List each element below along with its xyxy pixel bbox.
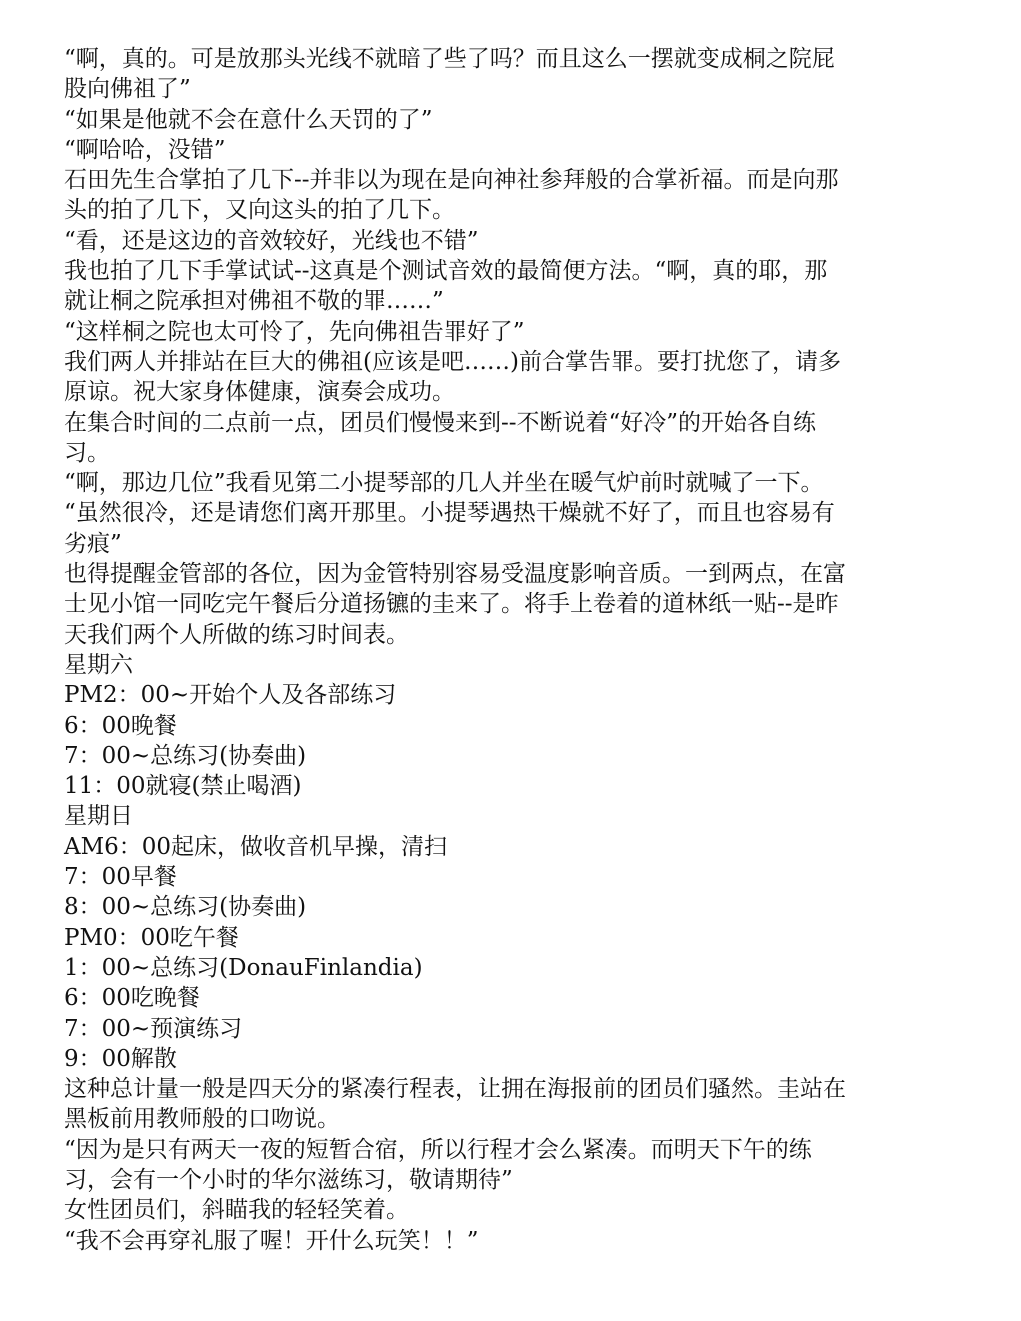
text-line: 我也拍了几下手掌试试--这真是个测试音效的最简便方法。“啊，真的耶，那 xyxy=(64,258,828,285)
schedule-item: 6：00晚餐 xyxy=(64,712,177,739)
schedule-item: 7：00~预演练习 xyxy=(64,1015,243,1042)
text-line: “这样桐之院也太可怜了，先向佛祖告罪好了” xyxy=(64,318,525,345)
text-line: “啊，那边几位”我看见第二小提琴部的几人并坐在暖气炉前时就喊了一下。 xyxy=(64,470,824,497)
text-line: “看，还是这边的音效较好，光线也不错” xyxy=(64,227,479,254)
schedule-item: 11：00就寝(禁止喝酒) xyxy=(64,773,302,800)
text-line: “啊哈哈，没错” xyxy=(64,136,226,163)
document-page xyxy=(64,44,956,1256)
text-line: 习。 xyxy=(64,439,110,466)
text-line: “我不会再穿礼服了喔！开什么玩笑！！” xyxy=(64,1227,479,1254)
text-line: 我们两人并排站在巨大的佛祖(应该是吧……)前合掌告罪。要打扰您了，请多 xyxy=(64,348,841,375)
text-line: 就让桐之院承担对佛祖不敬的罪……” xyxy=(64,288,444,315)
text-line: 石田先生合掌拍了几下--并非以为现在是向神社参拜般的合掌祈福。而是向那 xyxy=(64,167,839,194)
schedule-item: 7：00~总练习(协奏曲) xyxy=(64,742,307,769)
text-line: 头的拍了几下，又向这头的拍了几下。 xyxy=(64,197,455,224)
text-line: 劣痕” xyxy=(64,530,122,557)
schedule-day-heading: 星期日 xyxy=(64,803,133,830)
text-line: “虽然很冷，还是请您们离开那里。小提琴遇热干燥就不好了，而且也容易有 xyxy=(64,500,835,527)
schedule-day-heading: 星期六 xyxy=(64,651,133,678)
text-line: 士见小馆一同吃完午餐后分道扬镳的圭来了。将手上卷着的道林纸一贴--是昨 xyxy=(64,591,839,618)
text-line: 也得提醒金管部的各位，因为金管特别容易受温度影响音质。一到两点，在富 xyxy=(64,561,846,588)
text-line: 天我们两个人所做的练习时间表。 xyxy=(64,621,409,648)
schedule-item: AM6：00起床，做收音机早操，清扫 xyxy=(64,833,448,860)
text-line: 这种总计量一般是四天分的紧凑行程表，让拥在海报前的团员们骚然。圭站在 xyxy=(64,1076,846,1103)
text-line: 在集合时间的二点前一点，团员们慢慢来到--不断说着“好冷”的开始各自练 xyxy=(64,409,817,436)
schedule-item: 7：00早餐 xyxy=(64,864,177,891)
text-line: 黑板前用教师般的口吻说。 xyxy=(64,1106,340,1133)
schedule-item: 9：00解散 xyxy=(64,1045,177,1072)
text-line: 股向佛祖了” xyxy=(64,76,191,103)
text-line: 习，会有一个小时的华尔滋练习，敬请期待” xyxy=(64,1166,513,1193)
schedule-item: 6：00吃晚餐 xyxy=(64,985,200,1012)
text-line: 原谅。祝大家身体健康，演奏会成功。 xyxy=(64,379,455,406)
schedule-item: PM0：00吃午餐 xyxy=(64,924,239,951)
schedule-item: 8：00~总练习(协奏曲) xyxy=(64,894,307,921)
text-line: “如果是他就不会在意什么天罚的了” xyxy=(64,106,433,133)
schedule-item: 1：00~总练习(DonauFinlandia) xyxy=(64,954,423,981)
text-line: 女性团员们，斜瞄我的轻轻笑着。 xyxy=(64,1197,409,1224)
text-line: “啊，真的。可是放那头光线不就暗了些了吗？而且这么一摆就变成桐之院屁 xyxy=(64,46,835,72)
schedule-item: PM2：00~开始个人及各部练习 xyxy=(64,682,397,709)
text-line: “因为是只有两天一夜的短暂合宿，所以行程才会么紧凑。而明天下午的练 xyxy=(64,1136,812,1163)
